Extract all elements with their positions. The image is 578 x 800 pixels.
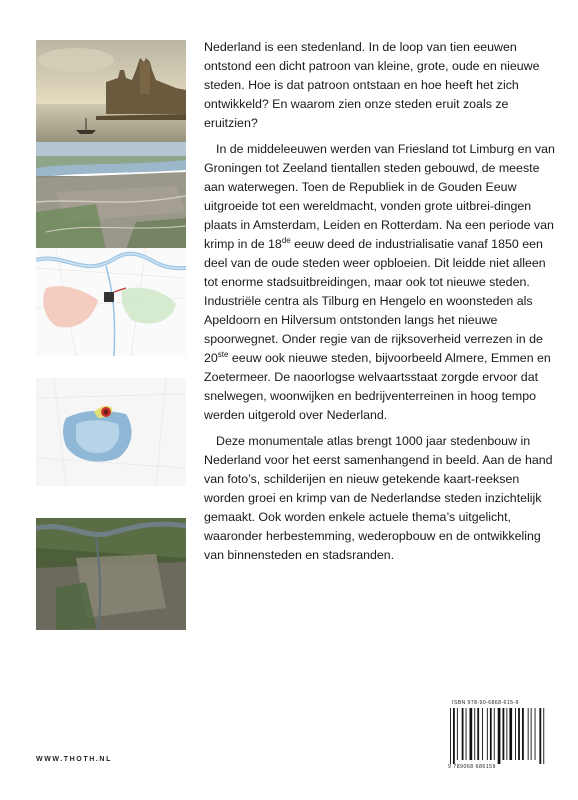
map-city-growth-icon [36, 378, 186, 486]
barcode-icon [446, 708, 558, 764]
satellite-photo-city-icon [36, 518, 186, 630]
isbn-barcode [446, 700, 558, 772]
satellite-photo-city-image [36, 518, 186, 630]
map-river-town-image [36, 248, 186, 356]
barcode-number: 9 789068 686159 [448, 764, 496, 770]
painting-river-town-icon [36, 40, 186, 148]
aerial-photo-city-image [36, 142, 186, 250]
paragraph-history: In de middeleeuwen werden van Friesland tot Limburg en van Groningen tot Zeeland tientallen steden gebouwd, de meeste aan waterwegen. Toen de Republiek in de Gouden Eeuw uitgroeide tot een wereldmacht, vonden grote uitbrei-dingen plaats in Amsterdam, Leiden en Rotterdam. Na een periode van krimp in de 18de eeuw deed de industrialisatie vanaf 1850 een deel van de oude steden weer opbloeien. Dit leidde niet alleen tot enorme stadsuitbreidingen, maar ook tot nieuwe steden. Industriële centra als Tilburg en Hengelo en woonsteden als Apeldoorn en Hilversum ontstonden langs het nieuwe spoorwegnet. Onder regie van de rijksoverheid verrezen in de 20ste eeuw ook nieuwe steden, bijvoorbeeld Almere, Emmen en Zoetermeer. De naoorlogse welvaartsstaat zorgde ervoor dat snelwegen, woonwijken en bedrijventerreinen in hoog tempo werden uitgerold over Nederland. [204, 142, 555, 422]
website-url[interactable]: WWW.THOTH.NL [36, 756, 112, 763]
paragraph-atlas: Deze monumentale atlas brengt 1000 jaar stedenbouw in Nederland voor het eerst samenhangend in beeld. Aan de hand van foto’s, schilderijen en nieuw getekende kaart-reeksen worden groei en krimp van de Nederlandse steden inzichtelijk gemaakt. Ook worden enkele actuele thema’s uitgelicht, waaronder herbestemming, wederopbouw en de ontwikkeling van binnensteden en stadsranden. [204, 434, 553, 562]
isbn-label: ISBN 978-90-6868-615-9 [452, 700, 519, 706]
back-cover-text [204, 38, 556, 572]
map-river-town-icon [36, 248, 186, 356]
painting-river-town-image [36, 40, 186, 148]
paragraph-intro: Nederland is een stedenland. In de loop van tien eeuwen ontstond een dicht patroon van kleine, grote, oude en nieuwe steden. Hoe is dat patroon ontstaan en hoe heeft het zich ontwikkeld? En waarom zien onze steden eruit zoals ze eruitzien? [204, 40, 540, 130]
aerial-photo-city-icon [36, 142, 186, 250]
map-city-growth-image [36, 378, 186, 486]
